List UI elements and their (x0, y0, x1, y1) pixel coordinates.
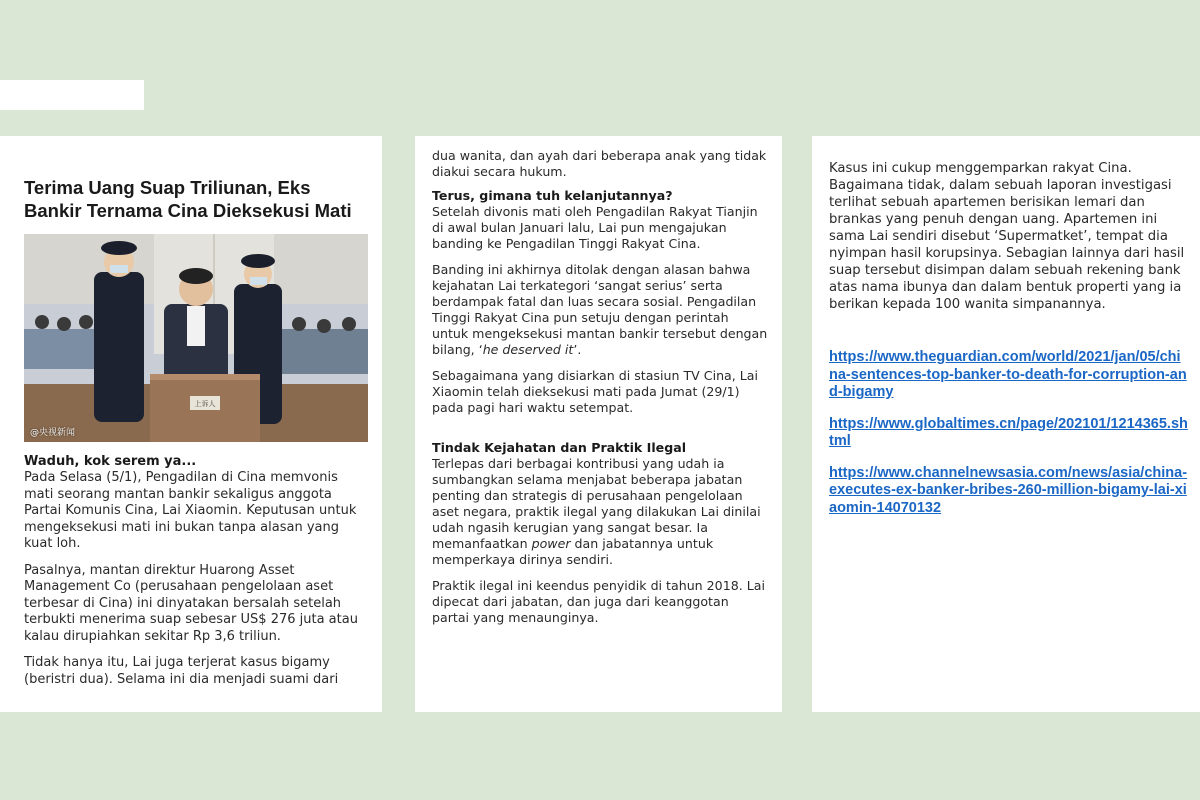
article-title: Terima Uang Suap Triliunan, Eks Bankir Ternama Cina Dieksekusi Mati (24, 177, 352, 221)
emphasis: power (531, 536, 571, 551)
paragraph-text: dan jabatannya untuk memperkaya dirinya sendiri. (432, 536, 714, 567)
article-column-2 (415, 136, 782, 712)
courtroom-photo (24, 234, 368, 442)
paragraph (432, 262, 768, 358)
paragraph: Praktik ilegal ini keendus penyidik di tahun 2018. Lai dipecat dari jabatan, dan juga dari keanggotan partai yang menaunginya. (432, 578, 765, 625)
section-subhead: Waduh, kok serem ya... (24, 454, 197, 469)
paragraph: Setelah divonis mati oleh Pengadilan Rakyat Tianjin di awal bulan Januari lalu, Lai pun mengajukan banding ke Pengadilan Tinggi Rakyat Cina. (432, 204, 758, 251)
section-subhead: Tindak Kejahatan dan Praktik Ilegal (432, 440, 687, 455)
source-link-channelnewsasia[interactable]: https://www.channelnewsasia.com/news/asia/china-executes-ex-banker-bribes-260-million-bigamy-lai-xiaomin-14070132 (829, 464, 1188, 516)
photo-caption: @央视新闻 (30, 428, 76, 438)
dock-sign: 上诉人 (194, 400, 216, 408)
paragraph: Pada Selasa (5/1), Pengadilan di Cina memvonis mati seorang mantan bankir sekaligus anggota Partai Komunis Cina, Lai Xiaomin. Keputusan untuk mengeksekusi mati ini bukan tanpa alasan yang kuat loh. (24, 470, 357, 551)
paragraph: Pasalnya, mantan direktur Huarong Asset Management Co (perusahaan pengelolaan aset terbesar di Cina) ini dinyatakan bersalah setelah terbukti menerima suap sebesar US$ 276 juta atau kalau dirupiahkan sekitar Rp 3,6 triliun. (24, 562, 358, 644)
paragraph-text: Terlepas dari berbagai kontribusi yang udah ia sumbangkan selama menjabat beberapa jabatan penting dan strategis di perusahaan pengelolaan aset negara, praktik ilegal yang dilakukan Lai dinilai udah ngasih kerugian yang sangat besar. Ia memanfaatkan (432, 456, 761, 551)
source-link-guardian[interactable]: https://www.theguardian.com/world/2021/jan/05/china-sentences-top-banker-to-death-for-corruption-and-bigamy (829, 349, 1187, 400)
emphasis: he deserved it (482, 342, 574, 357)
section-subhead: Terus, gimana tuh kelanjutannya? (432, 188, 673, 203)
article-column-1 (0, 136, 382, 712)
paragraph (432, 456, 768, 568)
header-strip (0, 80, 144, 110)
paragraph: Kasus ini cukup menggemparkan rakyat Cina. Bagaimana tidak, dalam sebuah laporan investigasi terlihat sebuah apartemen berisikan lemari dan brankas yang penuh dengan uang. Apartemen ini sama Lai sendiri disebut ‘Supermatket’, tempat dia nyimpan hasil korupsinya. Sebagian lainnya dari hasil suap tersebut disimpan dalam sebuah rekening bank atas nama ibunya dan dalam bentuk properti yang ia berikan kepada 100 wanita simpanannya. (829, 161, 1185, 312)
courtroom-illustration (24, 234, 368, 442)
paragraph: Sebagaimana yang disiarkan di stasiun TV Cina, Lai Xiaomin telah dieksekusi mati pada Jumat (29/1) pada pagi hari waktu setempat. (432, 368, 759, 415)
paragraph: dua wanita, dan ayah dari beberapa anak yang tidak diakui secara hukum. (432, 148, 767, 179)
paragraph-text: Banding ini akhirnya ditolak dengan alasan bahwa kejahatan Lai terkategori ‘sangat serius’ serta berdampak fatal dan luas secara sosial. Pengadilan Tinggi Rakyat Cina pun setuju dengan perintah untuk mengeksekusi mantan bankir tersebut dengan bilang, ‘ (432, 262, 768, 357)
source-links (829, 349, 1188, 517)
source-link-globaltimes[interactable]: https://www.globaltimes.cn/page/202101/1214365.shtml (829, 415, 1188, 449)
paragraph: Tidak hanya itu, Lai juga terjerat kasus bigamy (beristri dua). Selama ini dia menjadi suami dari (24, 655, 339, 687)
paragraph-text: ’. (573, 342, 582, 357)
article-column-3 (812, 136, 1200, 712)
